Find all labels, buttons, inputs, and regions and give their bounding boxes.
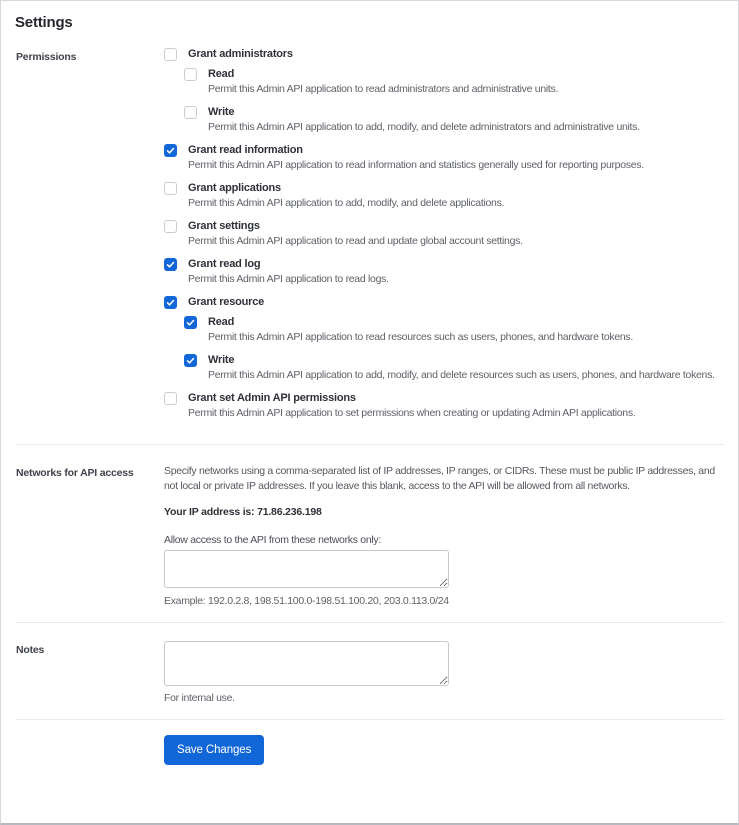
permission-label-grant-administrators-read[interactable]: Read [208, 68, 235, 80]
actions-section [1, 735, 738, 765]
permission-label-grant-resource[interactable]: Grant resource [188, 296, 265, 308]
permission-label-grant-resource-read[interactable]: Read [208, 316, 235, 328]
check-icon [166, 260, 175, 269]
checkbox-grant-set-admin-api-permissions[interactable] [164, 392, 177, 405]
permission-label-grant-read-information[interactable]: Grant read information [188, 144, 303, 156]
section-divider [16, 444, 724, 445]
checkbox-grant-administrators-read[interactable] [184, 68, 197, 81]
networks-section [1, 464, 738, 608]
permission-item-grant-applications [164, 182, 726, 210]
permission-item-grant-read-log [164, 258, 726, 286]
permission-row [164, 144, 726, 157]
check-icon [166, 146, 175, 155]
checkbox-grant-administrators-write[interactable] [184, 106, 197, 119]
permission-row [164, 48, 726, 61]
permission-item-grant-resource-write [184, 354, 726, 382]
checkbox-grant-resource-read[interactable] [184, 316, 197, 329]
permission-description: Permit this Admin API application to read and update global account settings. [188, 235, 523, 247]
permission-row [164, 182, 726, 195]
networks-textarea[interactable] [164, 550, 449, 588]
permissions-side-label: Permissions [16, 51, 77, 63]
check-icon [186, 356, 195, 365]
check-icon [166, 298, 175, 307]
permission-row [164, 258, 726, 271]
page-title: Settings [15, 14, 73, 31]
notes-section [1, 641, 738, 705]
permission-item-grant-administrators [164, 48, 726, 134]
permission-row [184, 106, 726, 119]
permissions-section [1, 48, 738, 430]
checkbox-grant-settings[interactable] [164, 220, 177, 233]
permission-label-grant-resource-write[interactable]: Write [208, 354, 235, 366]
check-icon [186, 318, 195, 327]
networks-description: Specify networks using a comma-separated list of IP addresses, IP ranges, or CIDRs. These must be public IP addresses, and not local or private IP addresses. If you leave this blank, access to the API will be allowed from all networks. [164, 465, 715, 492]
notes-side-label: Notes [16, 644, 45, 656]
checkbox-grant-administrators[interactable] [164, 48, 177, 61]
permission-item-grant-resource [164, 296, 726, 382]
permission-row [184, 316, 726, 329]
your-ip-address: Your IP address is: 71.86.236.198 [164, 506, 322, 518]
networks-side-label: Networks for API access [16, 467, 134, 479]
checkbox-grant-read-log[interactable] [164, 258, 177, 271]
permission-item-grant-set-admin-api-permissions [164, 392, 726, 420]
permission-row [164, 220, 726, 233]
permission-row [184, 354, 726, 367]
permission-description: Permit this Admin API application to read resources such as users, phones, and hardware tokens. [208, 331, 633, 343]
permission-label-grant-read-log[interactable]: Grant read log [188, 258, 261, 270]
permission-item-grant-read-information [164, 144, 726, 172]
checkbox-grant-read-information[interactable] [164, 144, 177, 157]
checkbox-grant-applications[interactable] [164, 182, 177, 195]
permission-description: Permit this Admin API application to add, modify, and delete administrators and administrative units. [208, 121, 640, 133]
permission-row [184, 68, 726, 81]
permission-label-grant-administrators[interactable]: Grant administrators [188, 48, 293, 60]
permission-description: Permit this Admin API application to read administrators and administrative units. [208, 83, 559, 95]
permission-item-grant-administrators-write [184, 106, 726, 134]
permission-description: Permit this Admin API application to add, modify, and delete resources such as users, phones, and hardware tokens. [208, 369, 715, 381]
save-changes-button[interactable]: Save Changes [164, 735, 264, 765]
permissions-list [164, 48, 726, 430]
notes-hint: For internal use. [164, 692, 235, 704]
permission-label-grant-set-admin-api-permissions[interactable]: Grant set Admin API permissions [188, 392, 356, 404]
permission-item-grant-administrators-read [184, 68, 726, 96]
permission-children [184, 68, 726, 134]
section-divider [16, 622, 724, 623]
permission-label-grant-administrators-write[interactable]: Write [208, 106, 235, 118]
permission-description: Permit this Admin API application to read information and statistics generally used for reporting purposes. [188, 159, 644, 171]
notes-textarea[interactable] [164, 641, 449, 686]
permission-description: Permit this Admin API application to read logs. [188, 273, 389, 285]
section-divider [16, 719, 724, 720]
actions-side-label [16, 735, 164, 765]
permission-description: Permit this Admin API application to add, modify, and delete applications. [188, 197, 505, 209]
permission-row [164, 392, 726, 405]
permission-label-grant-settings[interactable]: Grant settings [188, 220, 260, 232]
permission-item-grant-settings [164, 220, 726, 248]
permission-children [184, 316, 726, 382]
permission-item-grant-resource-read [184, 316, 726, 344]
permission-label-grant-applications[interactable]: Grant applications [188, 182, 281, 194]
permission-row [164, 296, 726, 309]
networks-example: Example: 192.0.2.8, 198.51.100.0-198.51.100.20, 203.0.113.0/24 [164, 595, 449, 607]
permission-description: Permit this Admin API application to set permissions when creating or updating Admin API applications. [188, 407, 636, 419]
networks-input-label: Allow access to the API from these networks only: [164, 534, 381, 546]
checkbox-grant-resource[interactable] [164, 296, 177, 309]
checkbox-grant-resource-write[interactable] [184, 354, 197, 367]
